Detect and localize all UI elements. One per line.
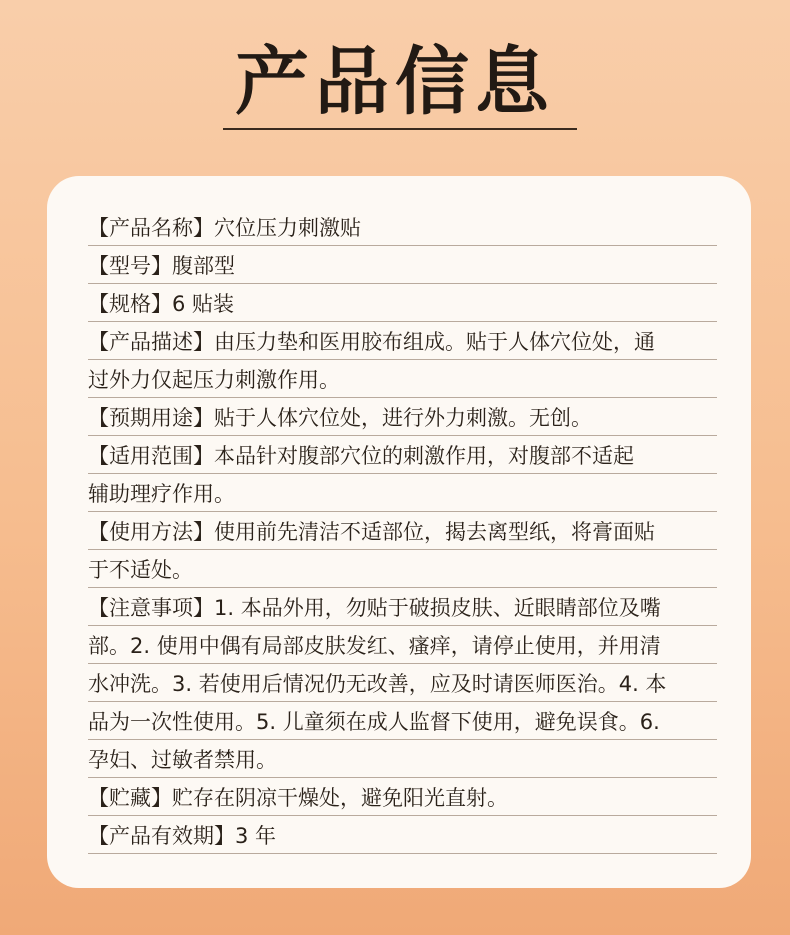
info-line: 【适用范围】本品针对腹部穴位的刺激作用，对腹部不适起 xyxy=(88,436,717,474)
info-line: 水冲洗。3. 若使用后情况仍无改善，应及时请医师医治。4. 本 xyxy=(88,664,717,702)
info-line: 于不适处。 xyxy=(88,550,717,588)
info-line: 【注意事项】1. 本品外用，勿贴于破损皮肤、近眼睛部位及嘴 xyxy=(88,588,717,626)
info-line: 【产品描述】由压力垫和医用胶布组成。贴于人体穴位处，通 xyxy=(88,322,717,360)
info-line: 【使用方法】使用前先清洁不适部位，揭去离型纸，将膏面贴 xyxy=(88,512,717,550)
info-line: 辅助理疗作用。 xyxy=(88,474,717,512)
info-line: 品为一次性使用。5. 儿童须在成人监督下使用，避免误食。6. xyxy=(88,702,717,740)
info-rows xyxy=(88,208,717,854)
info-line: 【产品名称】穴位压力刺激贴 xyxy=(88,208,717,246)
info-line: 【型号】腹部型 xyxy=(88,246,717,284)
info-line: 部。2. 使用中偶有局部皮肤发红、瘙痒，请停止使用，并用清 xyxy=(88,626,717,664)
title-underline xyxy=(223,128,577,130)
info-line: 【规格】6 贴装 xyxy=(88,284,717,322)
info-line: 过外力仅起压力刺激作用。 xyxy=(88,360,717,398)
product-info-card xyxy=(47,176,751,888)
info-line: 孕妇、过敏者禁用。 xyxy=(88,740,717,778)
info-line: 【预期用途】贴于人体穴位处，进行外力刺激。无创。 xyxy=(88,398,717,436)
info-line: 【贮藏】贮存在阴凉干燥处，避免阳光直射。 xyxy=(88,778,717,816)
page-title: 产品信息 xyxy=(235,39,555,125)
info-line: 【产品有效期】3 年 xyxy=(88,816,717,854)
